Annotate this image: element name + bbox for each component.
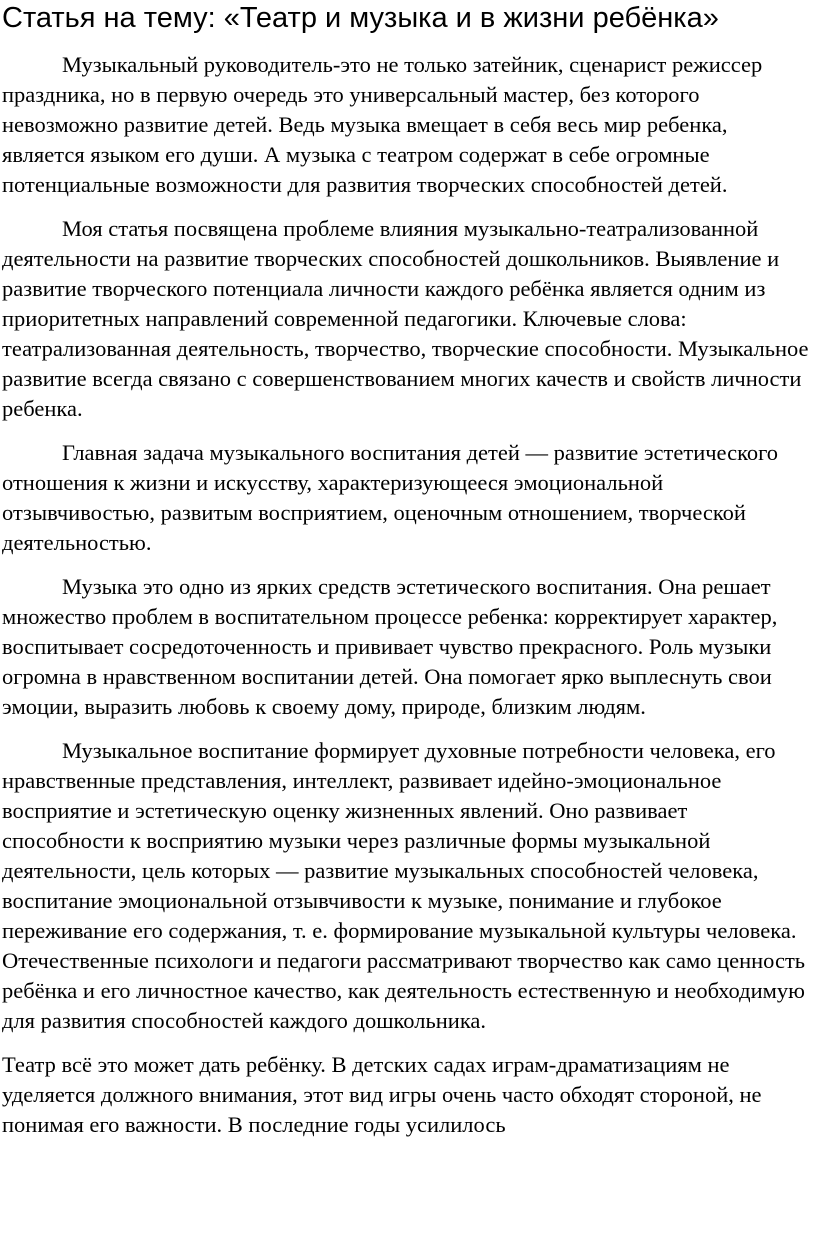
document-body — [2, 50, 812, 1154]
paragraph-6: Театр всё это может дать ребёнку. В детских садах играм-драматизациям не уделяется должного внимания, этот вид игры очень часто обходят стороной, не понимая его важности. В последние годы усилилось — [2, 1052, 762, 1137]
paragraph-1: Музыкальный руководитель-это не только затейник, сценарист режиссер праздника, но в первую очередь это универсальный мастер, без которого невозможно развитие детей. Ведь музыка вмещает в себя весь мир ребенка, является языком его души. А музыка с театром содержат в себе огромные потенциальные возможности для развития творческих способностей детей. — [2, 52, 763, 197]
paragraph-3: Главная задача музыкального воспитания детей — развитие эстетического отношения к жизни и искусству, характеризующееся эмоциональной отзывчивостью, развитым восприятием, оценочным отношением, творческой деятельностью. — [2, 440, 779, 555]
paragraph-4: Музыка это одно из ярких средств эстетического воспитания. Она решает множество проблем в воспитательном процессе ребенка: корректирует характер, воспитывает сосредоточенность и прививает чувство прекрасного. Роль музыки огромна в нравственном воспитании детей. Она помогает ярко выплеснуть свои эмоции, выразить любовь к своему дому, природе, близким людям. — [2, 574, 778, 719]
paragraph-5: Музыкальное воспитание формирует духовные потребности человека, его нравственные представления, интеллект, развивает идейно-эмоциональное восприятие и эстетическую оценку жизненных явлений. Оно развивает способности к восприятию музыки через различные формы музыкальной деятельности, цель которых — развитие музыкальных способностей человека, воспитание эмоциональной отзывчивости к музыке, понимание и глубокое переживание его содержания, т. е. формирование музыкальной культуры человека. Отечественные психологи и педагоги рассматривают творчество как само ценность ребёнка и его личностное качество, как деятельность естественную и необходимую для развития способностей каждого дошкольника. — [2, 738, 806, 1033]
paragraph-2: Моя статья посвящена проблеме влияния музыкально-театрализованной деятельности на развитие творческих способностей дошкольников. Выявление и развитие творческого потенциала личности каждого ребёнка является одним из приоритетных направлений современной педагогики. Ключевые слова: театрализованная деятельность, творчество, творческие способности. Музыкальное развитие всегда связано с совершенствованием многих качеств и свойств личности ребенка. — [2, 216, 809, 421]
document-title: Статья на тему: «Театр и музыка и в жизни ребёнка» — [2, 2, 719, 34]
